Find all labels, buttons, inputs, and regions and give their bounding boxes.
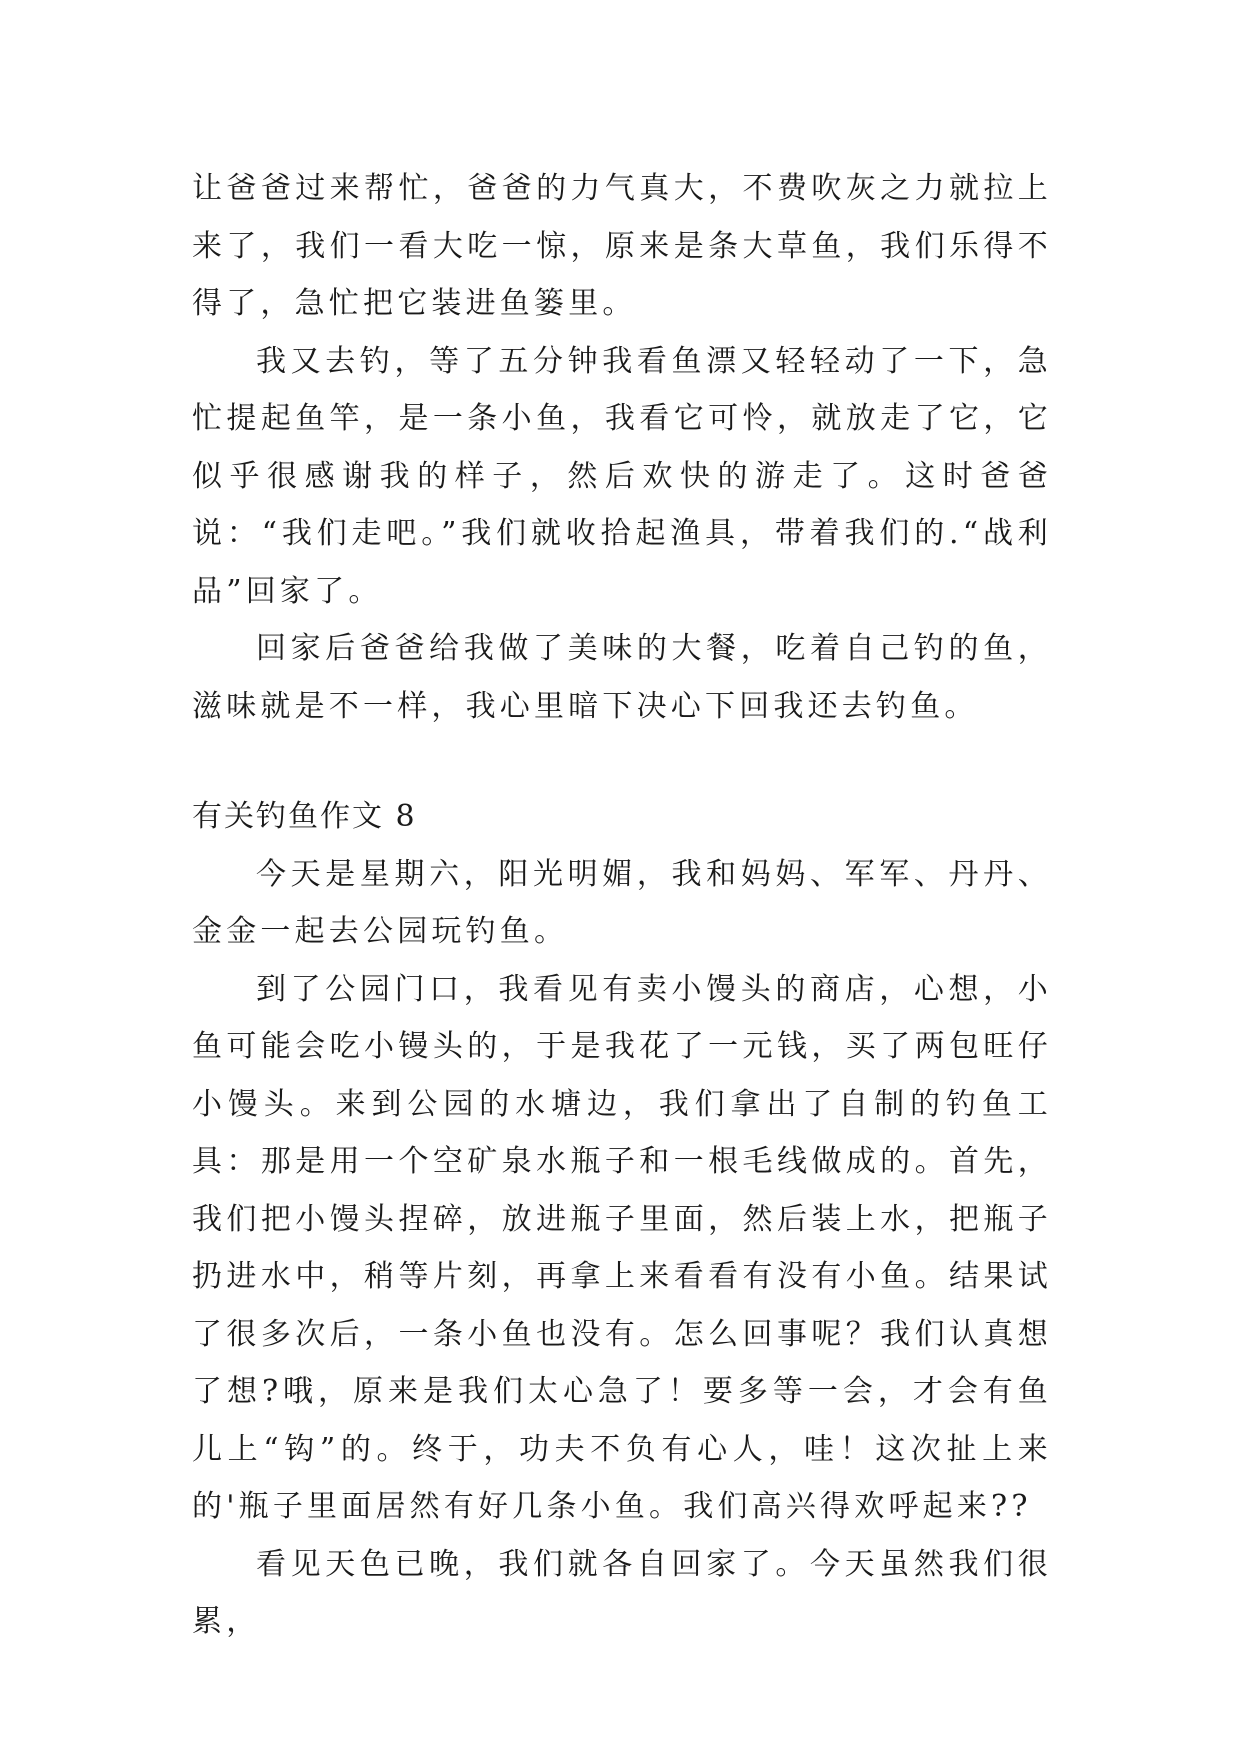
section-title: 有关钓鱼作文 8 (192, 799, 417, 834)
document-page (192, 160, 1052, 1651)
paragraph-continued: 让爸爸过来帮忙，爸爸的力气真大，不费吹灰之力就拉上来了，我们一看大吃一惊，原来是条大草鱼，我们乐得不得了，急忙把它装进鱼篓里。 (192, 171, 1052, 321)
paragraph-park-fishing: 到了公园门口，我看见有卖小馒头的商店，心想，小鱼可能会吃小镘头的，于是我花了一元钱，买了两包旺仔小馒头。来到公园的水塘边，我们拿出了自制的钓鱼工具：那是用一个空矿泉水瓶子和一根毛线做成的。首先，我们把小馒头捏碎，放进瓶子里面，然后装上水，把瓶子扔进水中，稍等片刻，再拿上来看看有没有小鱼。结果试了很多次后，一条小鱼也没有。怎么回事呢？我们认真想了想?哦，原来是我们太心急了！要多等一会，才会有鱼儿上“钩”的。终于，功夫不负有心人，哇！这次扯上来的'瓶子里面居然有好几条小鱼。我们高兴得欢呼起来?? (192, 971, 1052, 1524)
paragraph-release-fish: 我又去钓，等了五分钟我看鱼漂又轻轻动了一下，急忙提起鱼竿，是一条小鱼，我看它可怜，就放走了它，它似乎很感谢我的样子，然后欢快的游走了。这时爸爸说：“我们走吧。”我们就收拾起渔具，带着我们的.“战利品”回家了。 (192, 343, 1052, 609)
paragraph-going-home: 看见天色已晚，我们就各自回家了。今天虽然我们很累， (192, 1546, 1052, 1639)
paragraph-dinner: 回家后爸爸给我做了美味的大餐，吃着自己钓的鱼，滋味就是不一样，我心里暗下决心下回我还去钓鱼。 (192, 631, 1052, 724)
paragraph-saturday: 今天是星期六，阳光明媚，我和妈妈、军军、丹丹、金金一起去公园玩钓鱼。 (192, 856, 1052, 949)
